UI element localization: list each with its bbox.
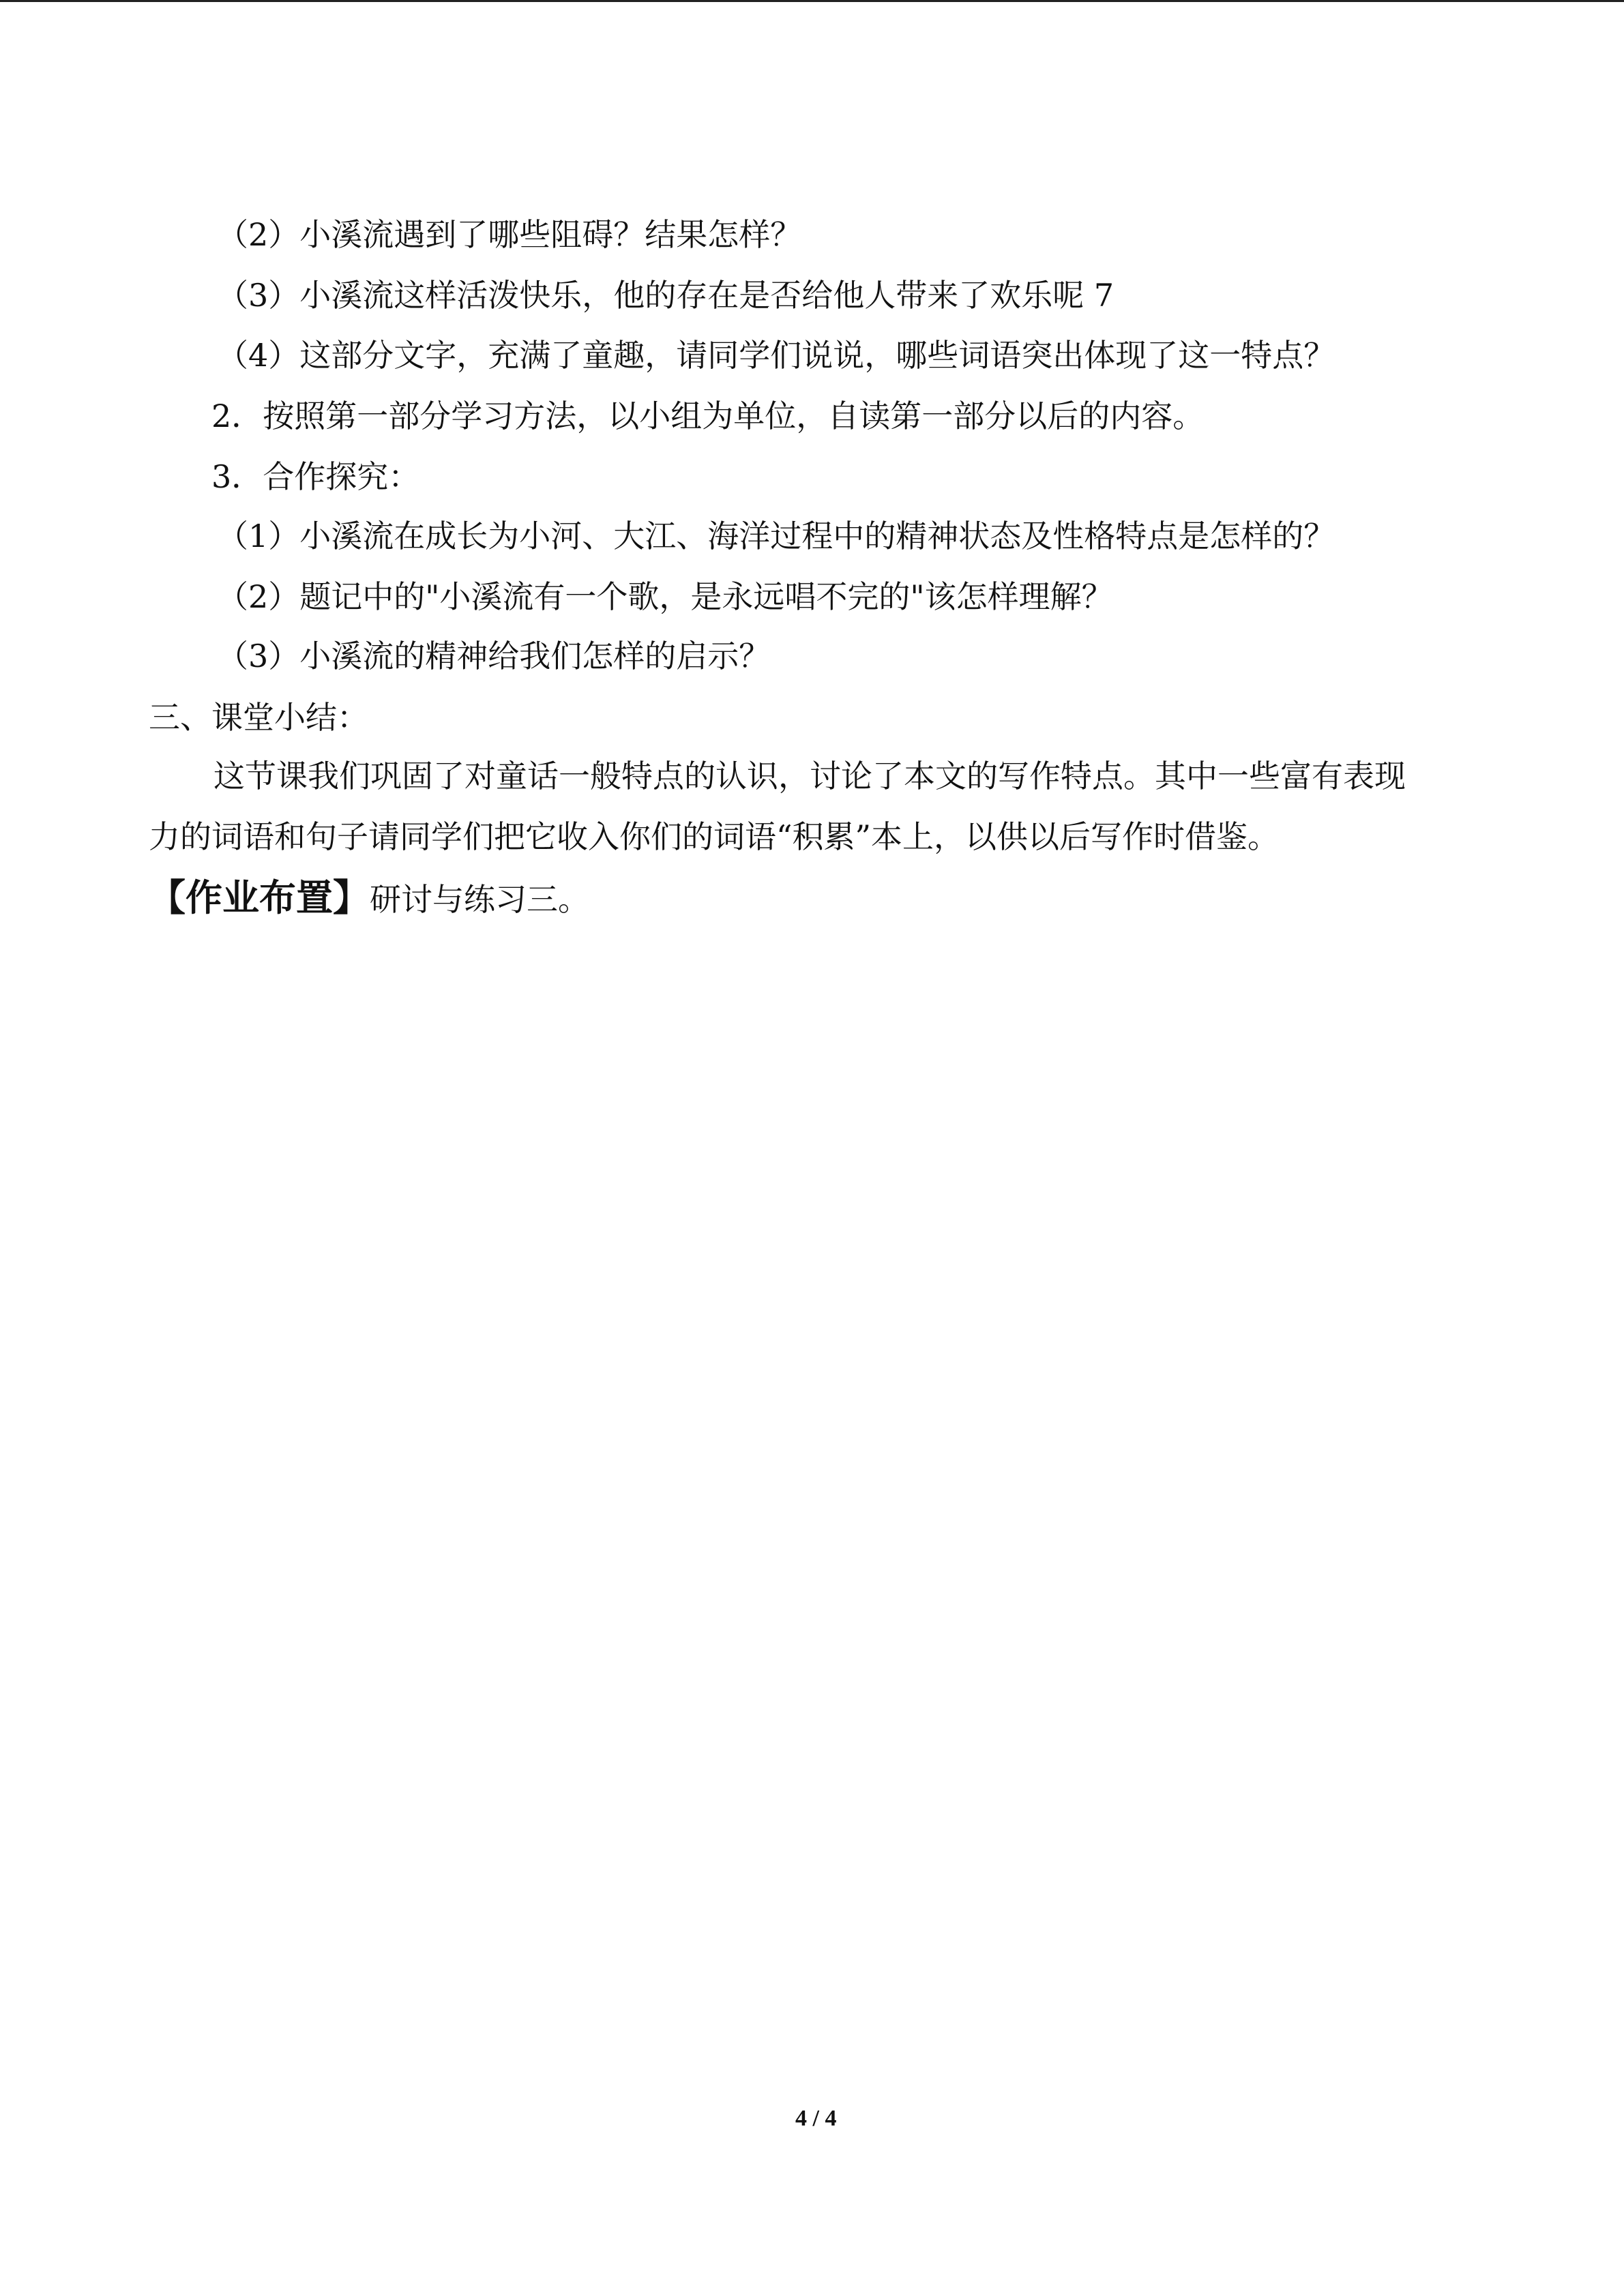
summary-paragraph-line-2: 力的词语和句子请同学们把它收入你们的词语“积累”本上，以供以后写作时借鉴。 — [149, 818, 1280, 855]
inquiry-question-3: （3）小溪流的精神给我们怎样的启示？ — [217, 638, 771, 674]
inquiry-question-1: （1）小溪流在成长为小河、大江、海洋过程中的精神状态及性格特点是怎样的？ — [217, 518, 1335, 554]
step-3-heading: 3．合作探究： — [211, 458, 420, 495]
homework-line — [149, 878, 589, 920]
question-2-line: （2）小溪流遇到了哪些阻碍？结果怎样？ — [217, 216, 802, 253]
homework-text: 研讨与练习三。 — [370, 881, 589, 918]
page-number: 4 / 4 — [795, 2106, 837, 2131]
step-2-line: 2．按照第一部分学习方法，以小组为单位，自读第一部分以后的内容。 — [211, 398, 1205, 434]
question-3-line: （3）小溪流这样活泼快乐，他的存在是否给他人带来了欢乐呢 7 — [217, 277, 1114, 314]
section-summary-heading: 三、课堂小结： — [149, 699, 368, 736]
summary-paragraph-line-1: 这节课我们巩固了对童话一般特点的认识，讨论了本文的写作特点。其中一些富有表现 — [213, 758, 1406, 794]
inquiry-question-2: （2）题记中的"小溪流有一个歌，是永远唱不完的"该怎样理解？ — [217, 578, 1113, 615]
homework-label: 【作业布置】 — [149, 876, 370, 919]
top-border-line — [0, 0, 1624, 2]
question-4-line: （4）这部分文字，充满了童趣，请同学们说说，哪些词语突出体现了这一特点？ — [217, 337, 1335, 374]
